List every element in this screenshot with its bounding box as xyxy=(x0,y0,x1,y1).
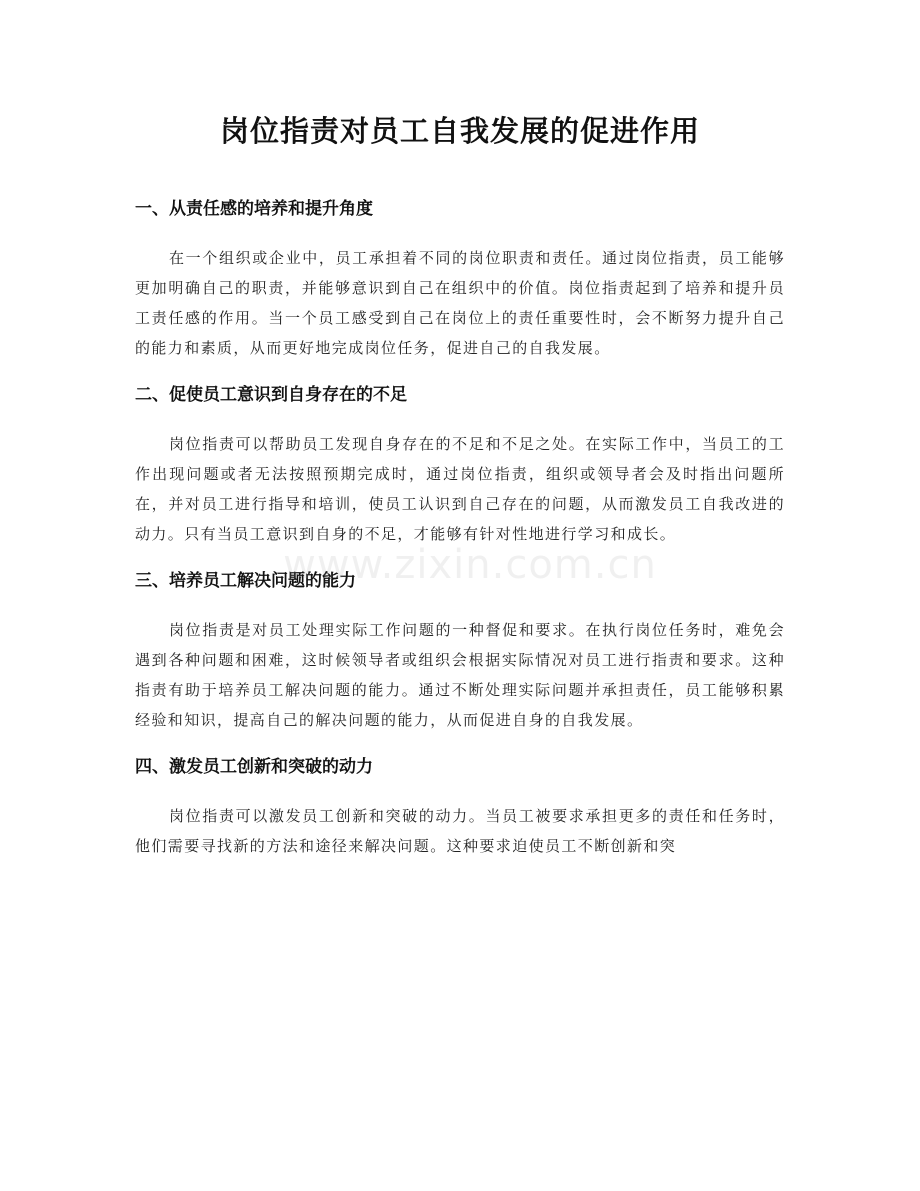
section-paragraph: 岗位指责可以帮助员工发现自身存在的不足和不足之处。在实际工作中，当员工的工作出现问题或者无法按照预期完成时，通过岗位指责，组织或领导者会及时指出问题所在，并对员工进行指导和培训，使员工认识到自己存在的问题，从而激发员工自我改进的动力。只有当员工意识到自身的不足，才能够有针对性地进行学习和成长。 xyxy=(135,435,785,543)
section-heading: 一、从责任感的培养和提升角度 xyxy=(135,199,373,219)
section-paragraph: 岗位指责是对员工处理实际工作问题的一种督促和要求。在执行岗位任务时，难免会遇到各种问题和困难，这时候领导者或组织会根据实际情况对员工进行指责和要求。这种指责有助于培养员工解决问题的能力。通过不断处理实际问题并承担责任，员工能够积累经验和知识，提高自己的解决问题的能力，从而促进自身的自我发展。 xyxy=(135,621,785,729)
section-4 xyxy=(135,753,785,861)
section-heading: 二、促使员工意识到自身存在的不足 xyxy=(135,385,407,405)
section-3 xyxy=(135,567,785,735)
section-paragraph: 岗位指责可以激发员工创新和突破的动力。当员工被要求承担更多的责任和任务时，他们需要寻找新的方法和途径来解决问题。这种要求迫使员工不断创新和突 xyxy=(135,807,785,855)
section-1 xyxy=(135,195,785,363)
section-heading: 三、培养员工解决问题的能力 xyxy=(135,571,356,591)
section-2 xyxy=(135,381,785,549)
section-paragraph: 在一个组织或企业中，员工承担着不同的岗位职责和责任。通过岗位指责，员工能够更加明确自己的职责，并能够意识到自己在组织中的价值。岗位指责起到了培养和提升员工责任感的作用。当一个员工感受到自己在岗位上的责任重要性时，会不断努力提升自己的能力和素质，从而更好地完成岗位任务，促进自己的自我发展。 xyxy=(135,249,785,357)
section-heading: 四、激发员工创新和突破的动力 xyxy=(135,757,373,777)
document-title: 岗位指责对员工自我发展的促进作用 xyxy=(219,114,700,148)
watermark: www.zixin.com.cn xyxy=(283,542,657,588)
